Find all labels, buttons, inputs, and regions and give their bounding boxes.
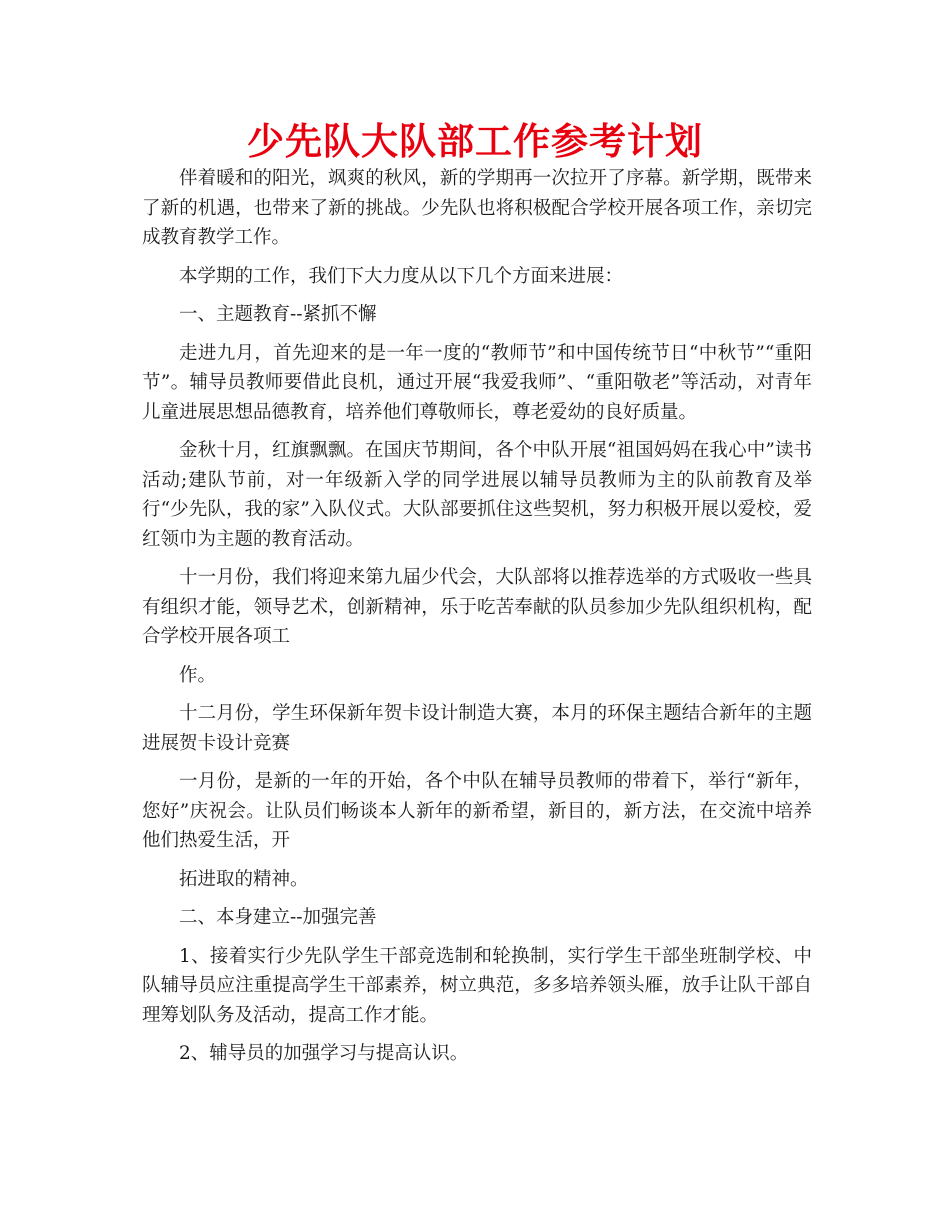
section-heading-theme-education: 一、主题教育--紧抓不懈: [179, 304, 377, 325]
paragraph-january: 一月份，是新的一年的开始，各个中队在辅导员教师的带着下，举行“新年，您好”庆祝会。让队员们畅谈本人新年的新希望，新目的，新方法，在交流中培养他们热爱生活，开: [142, 771, 812, 851]
document-title: 少先队大队部工作参考计划: [247, 120, 703, 163]
paragraph-november-continued: 作。: [179, 664, 217, 686]
paragraph-november: 十一月份，我们将迎来第九届少代会，大队部将以推荐选举的方式吸收一些具有组织才能，领导艺术，创新精神，乐于吃苦奉献的队员参加少先队组织机构，配合学校开展各项工: [142, 567, 812, 647]
paragraph-september: 走进九月，首先迎来的是一年一度的“教师节”和中国传统节日“中秋节”“重阳节”。辅导员教师要借此良机，通过开展“我爱我师”、“重阳敬老”等活动，对青年儿童进展思想品德教育，培养他们尊敬师长，尊老爱幼的良好质量。: [142, 342, 812, 423]
paragraph-overview: 本学期的工作，我们下大力度从以下几个方面来进展：: [179, 265, 624, 287]
paragraph-intro: 伴着暖和的阳光，飒爽的秋风，新的学期再一次拉开了序幕。新学期，既带来了新的机遇，也带来了新的挑战。少先队也将积极配合学校开展各项工作，亲切完成教育教学工作。: [142, 168, 812, 248]
paragraph-october: 金秋十月，红旗飘飘。在国庆节期间，各个中队开展“祖国妈妈在我心中”读书活动;建队节前，对一年级新入学的同学进展以辅导员教师为主的队前教育及举行“少先队，我的家”入队仪式。大队部要抓住这些契机，努力积极开展以爱校，爱红领巾为主题的教育活动。: [142, 440, 812, 550]
paragraph-december: 十二月份，学生环保新年贺卡设计制造大赛，本月的环保主题结合新年的主题进展贺卡设计竞赛: [142, 703, 812, 754]
paragraph-january-continued: 拓进取的精神。: [179, 868, 309, 890]
section-heading-self-building: 二、本身建立--加强完善: [179, 907, 377, 928]
paragraph-item-1: 1、接着实行少先队学生干部竞选制和轮换制，实行学生干部坐班制学校、中队辅导员应注重提高学生干部素养，树立典范，多多培养领头雁，放手让队干部自理筹划队务及活动，提高工作才能。: [142, 945, 812, 1026]
paragraph-item-2: 2、辅导员的加强学习与提高认识。: [179, 1043, 469, 1064]
document-body: [142, 164, 812, 1078]
